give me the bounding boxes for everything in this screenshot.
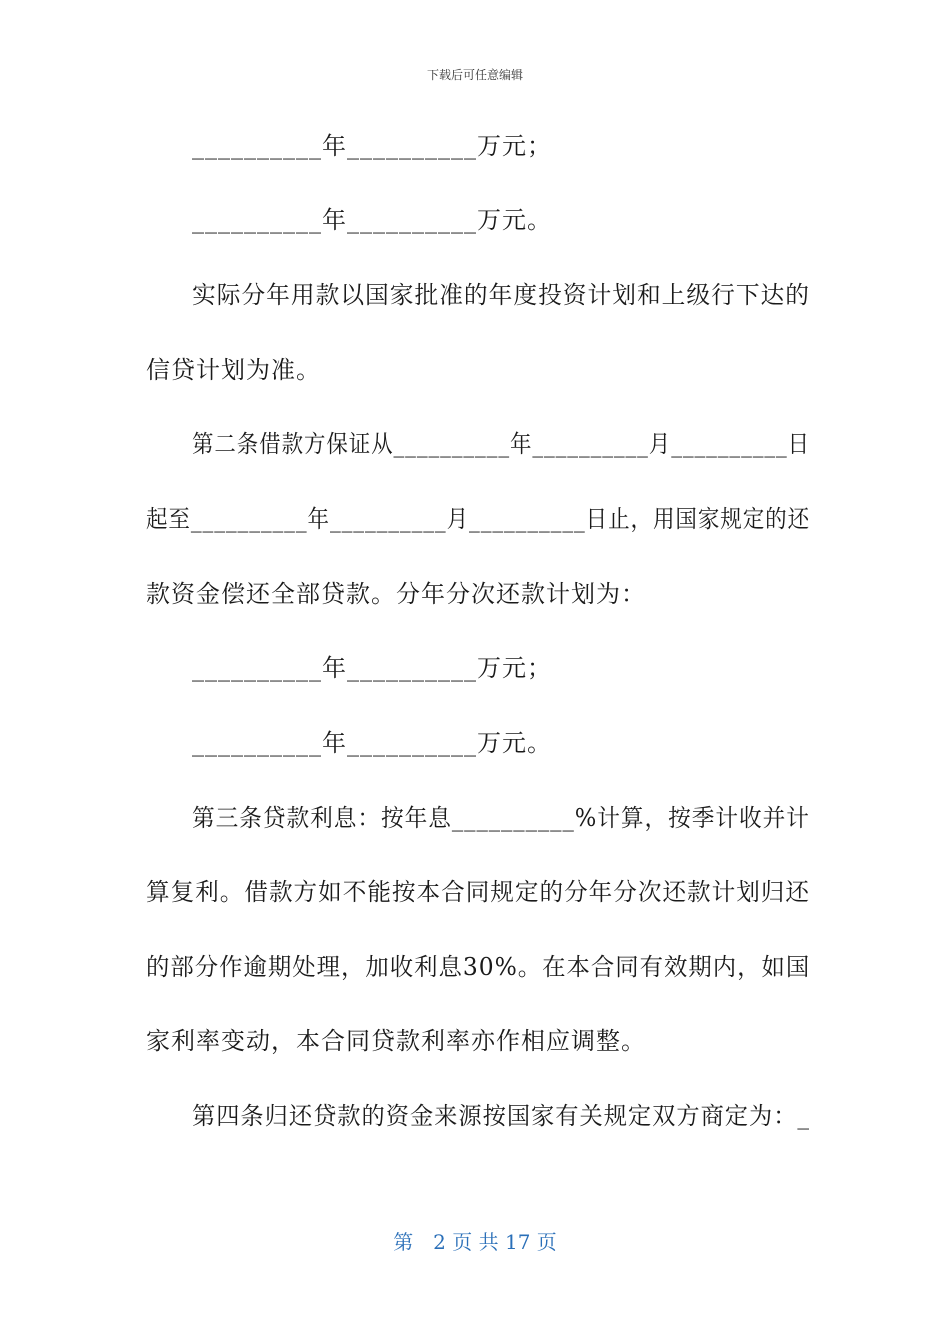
text-line: 算复利。借款方如不能按本合同规定的分年分次还款计划归还 (146, 878, 810, 906)
page-number-footer: 第 2 页 共 17 页 (393, 1230, 557, 1254)
text-line: 第二条借款方保证从__________年__________月__________日 (192, 430, 811, 458)
text-line: __________年__________万元。 (192, 206, 552, 234)
text-line: 家利率变动，本合同贷款利率亦作相应调整。 (146, 1027, 646, 1055)
text-line: 第三条贷款利息：按年息__________%计算，按季计收并计 (192, 804, 810, 832)
text-line: __________年__________万元。 (192, 729, 552, 757)
text-line: 第四条归还贷款的资金来源按国家有关规定双方商定为：_ (192, 1102, 811, 1130)
text-line: 实际分年用款以国家批准的年度投资计划和上级行下达的 (192, 281, 810, 309)
text-line: __________年__________万元； (192, 654, 552, 682)
text-line: 起至__________年__________月__________日止，用国家规定的还 (146, 505, 811, 533)
text-line: 信贷计划为准。 (146, 356, 321, 384)
text-line: 款资金偿还全部贷款。分年分次还款计划为： (146, 580, 646, 608)
page-header: 下载后可任意编辑 (426, 68, 523, 82)
text-line: 的部分作逾期处理，加收利息30%。在本合同有效期内，如国 (146, 953, 811, 981)
text-line: __________年__________万元； (192, 132, 552, 160)
